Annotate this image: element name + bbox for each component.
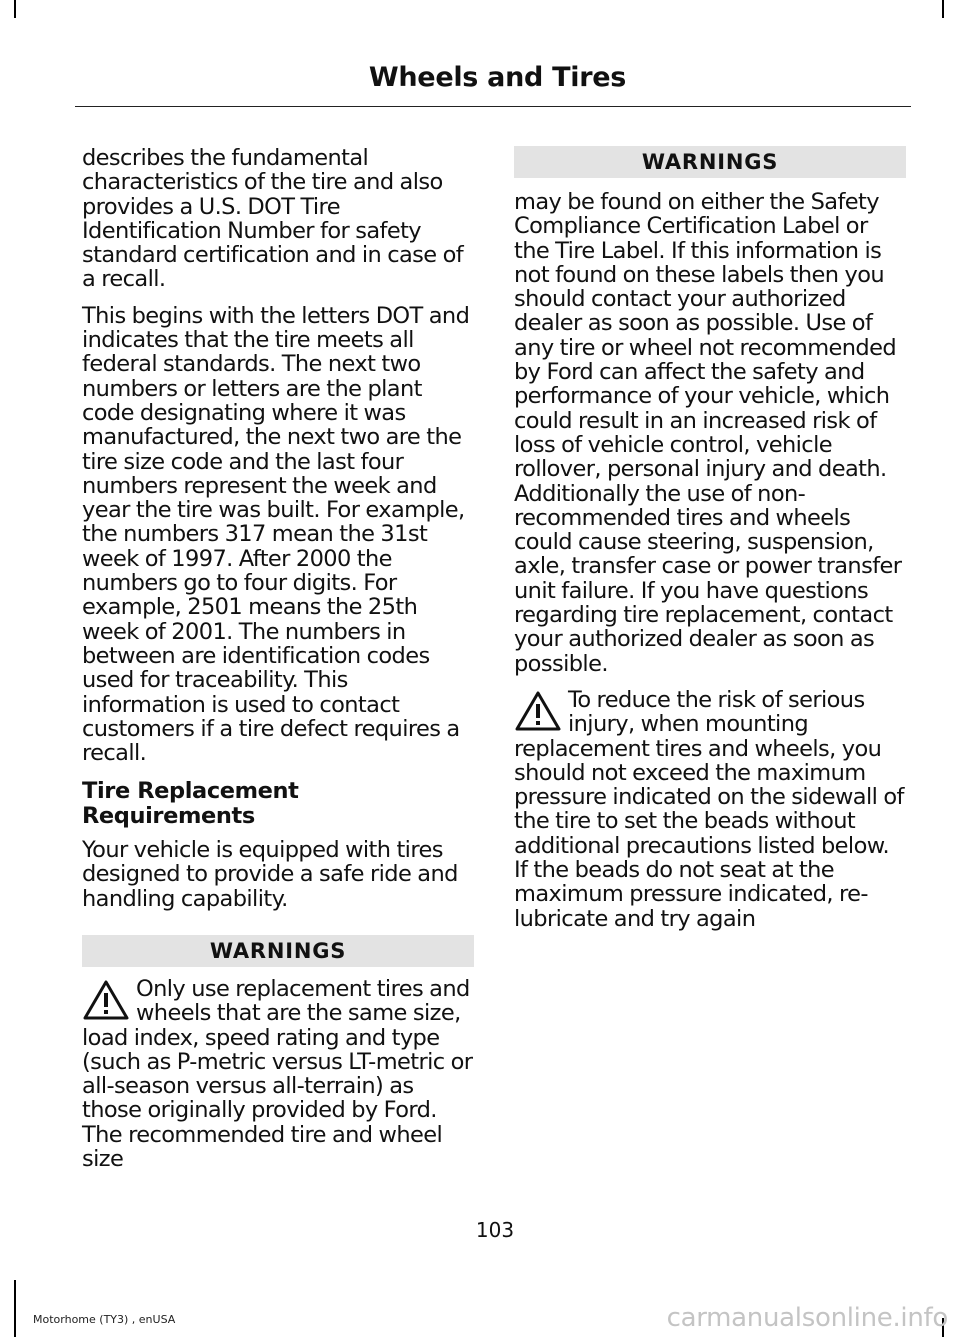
warning-continued-text: may be found on either the Safety Compliance Certification Label or the Tire Label. If this information is not found on these labels then you should contact your authorized dealer as soon as possible. Use of any tire or wheel not recommended by Ford can affect the safety and performance of your vehicle, which could result in an increased risk of loss of vehicle control, vehicle rollover, personal injury and death. Additionally the use of non-recommended tires and wheels could cause steering, suspension, axle, transfer case or power transfer unit failure. If you have questions regarding tire replacement, contact your authorized dealer as soon as possible.	[514, 189, 902, 677]
left-column	[82, 146, 474, 1171]
warning-block	[514, 688, 906, 931]
crop-mark-top-left	[14, 0, 16, 18]
paragraph-tire-replacement: Your vehicle is equipped with tires designed to provide a safe ride and handling capability.	[82, 837, 458, 912]
header-divider	[75, 106, 911, 107]
warning-text: To reduce the risk of serious injury, when mounting replacement tires and wheels, you should not exceed the maximum pressure indicated on the sidewall of the tire to set the beads without additional precautions listed below. If the beads do not seat at the maximum pressure indicated, re-lubricate and try again	[514, 686, 904, 932]
footer-text: Motorhome (TY3) , enUSA	[33, 1313, 176, 1326]
section-heading: Tire Replacement Requirements	[82, 778, 299, 829]
warning-text: Only use replacement tires and wheels that are the same size, load index, speed rating and type (such as P-metric versus LT-metric or all-season versus all-terrain) as those originally provided by Ford. The recommended tire and wheel size	[82, 975, 473, 1172]
page-number: 103	[475, 1218, 515, 1242]
paragraph-tire-id: describes the fundamental characteristics of the tire and also provides a U.S. DOT Tire Identification Number for safety standard certification and in case of a recall.	[82, 145, 464, 293]
watermark: carmanualsonline.info	[666, 1303, 948, 1333]
warning-block	[82, 977, 474, 1171]
warnings-bar: WARNINGS	[82, 935, 474, 967]
page-title: Wheels and Tires	[368, 62, 626, 93]
warning-triangle-icon	[82, 979, 130, 1021]
right-column	[514, 146, 906, 931]
paragraph-dot-code: This begins with the letters DOT and indicates that the tire meets all federal standards. The next two numbers or letters are the plant code designating where it was manufactured, the next two are the tire size code and the last four numbers represent the week and year the tire was built. For example, the numbers 317 mean the 31st week of 1997. After 2000 the numbers go to four digits. For example, 2501 means the 25th week of 2001. The numbers in between are identification codes used for traceability. This information is used to contact customers if a tire defect requires a recall.	[82, 302, 470, 767]
warnings-bar: WARNINGS	[514, 146, 906, 178]
crop-mark-bottom-left	[14, 1280, 16, 1337]
crop-mark-top-right	[942, 0, 944, 18]
warning-triangle-icon	[514, 690, 562, 732]
